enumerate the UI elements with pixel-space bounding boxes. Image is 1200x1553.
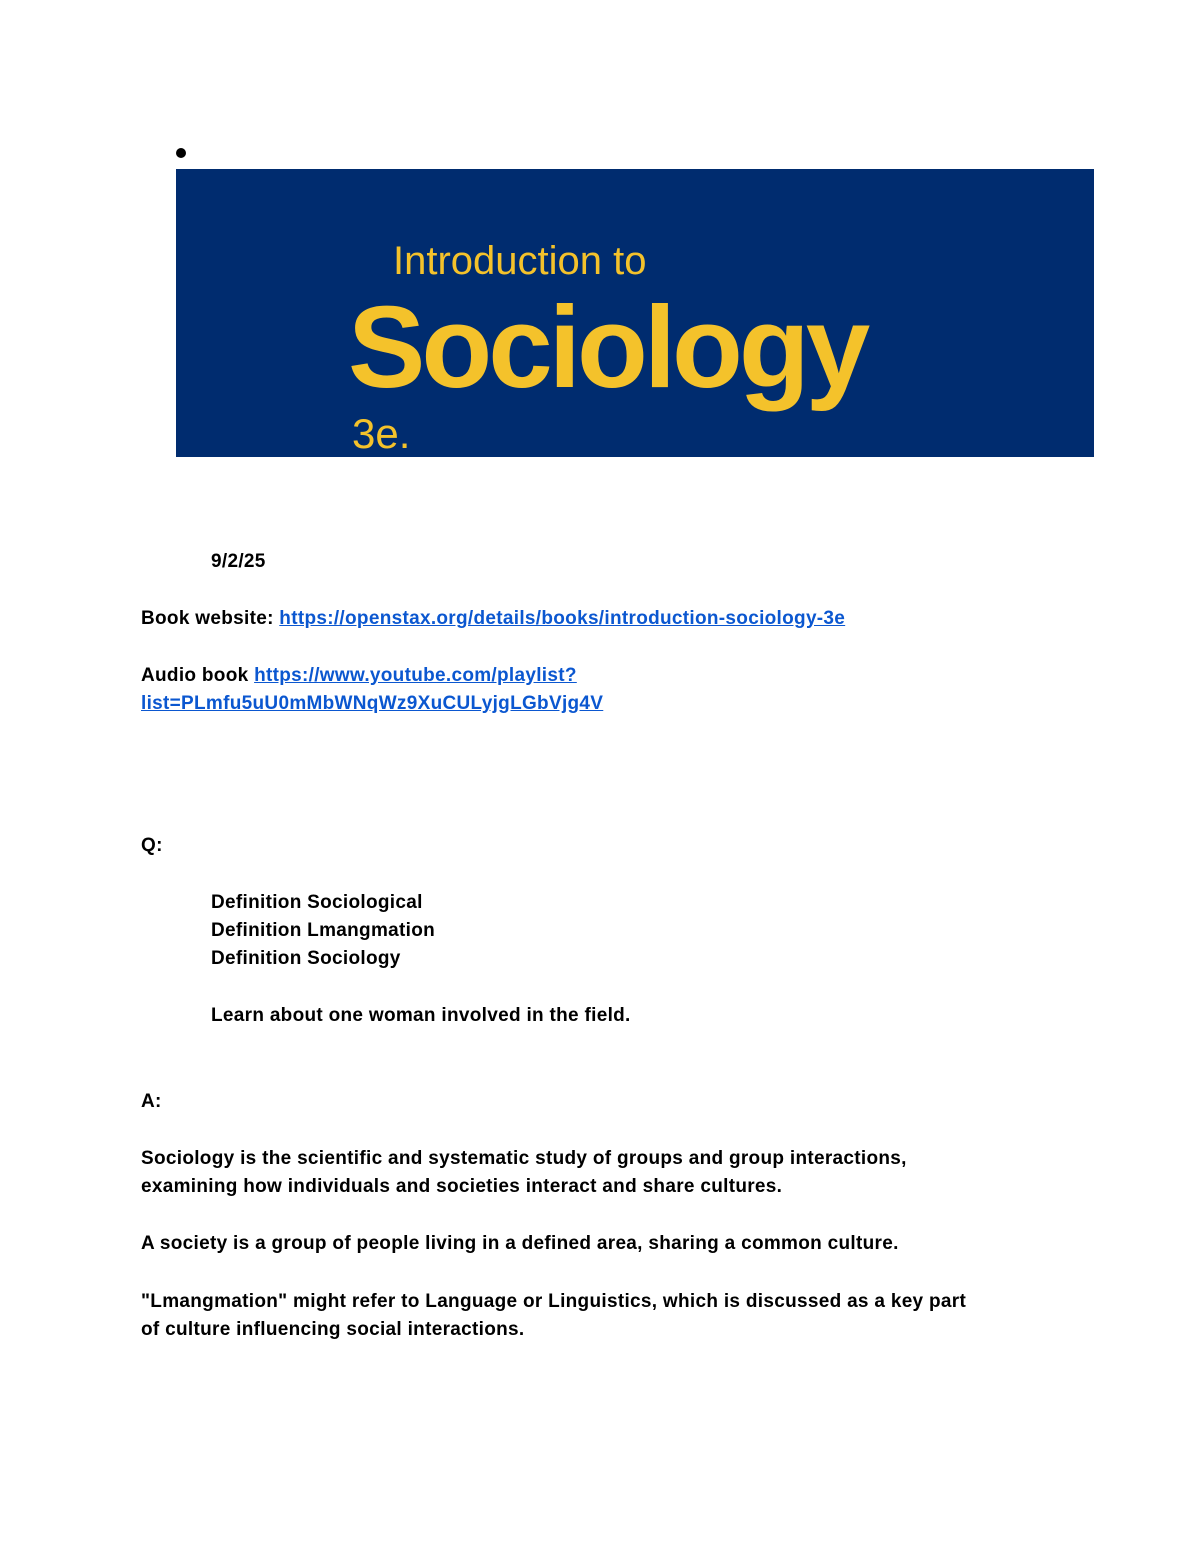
audio-book-link-part1[interactable]: https://www.youtube.com/playlist? bbox=[254, 665, 577, 686]
audio-book-line2 bbox=[141, 690, 603, 718]
audio-book-line bbox=[141, 662, 577, 690]
answer-paragraph-3-cont: of culture influencing social interactions. bbox=[141, 1319, 525, 1340]
question-item: Definition Sociology bbox=[211, 948, 401, 969]
bullet-icon bbox=[176, 148, 186, 158]
book-website-link[interactable]: https://openstax.org/details/books/introduction-sociology-3e bbox=[279, 608, 846, 629]
answer-paragraph-1-cont: examining how individuals and societies interact and share cultures. bbox=[141, 1176, 783, 1197]
answer-paragraph-3: "Lmangmation" might refer to Language or Linguistics, which is discussed as a key part bbox=[141, 1291, 967, 1312]
book-cover-banner bbox=[176, 169, 1094, 457]
audio-book-label: Audio book bbox=[141, 665, 249, 686]
question-task: Learn about one woman involved in the field. bbox=[211, 1005, 631, 1026]
question-item: Definition Sociological bbox=[211, 892, 423, 913]
banner-title-line1: Introduction to bbox=[393, 239, 647, 283]
date-text: 9/2/25 bbox=[211, 551, 266, 572]
question-item: Definition Lmangmation bbox=[211, 920, 436, 941]
banner-title-line2: Sociology bbox=[348, 282, 867, 412]
audio-book-link-part2[interactable]: list=PLmfu5uU0mMbWNqWz9XuCULyjgLGbVjg4V bbox=[141, 693, 604, 714]
question-label: Q: bbox=[141, 835, 163, 856]
answer-paragraph-2: A society is a group of people living in a defined area, sharing a common culture. bbox=[141, 1233, 899, 1254]
answer-label: A: bbox=[141, 1091, 162, 1112]
answer-paragraph-1: Sociology is the scientific and systematic study of groups and group interactions, bbox=[141, 1148, 907, 1169]
banner-edition: 3e. bbox=[352, 410, 411, 457]
book-website-line bbox=[141, 605, 845, 633]
book-website-label: Book website: bbox=[141, 608, 274, 629]
